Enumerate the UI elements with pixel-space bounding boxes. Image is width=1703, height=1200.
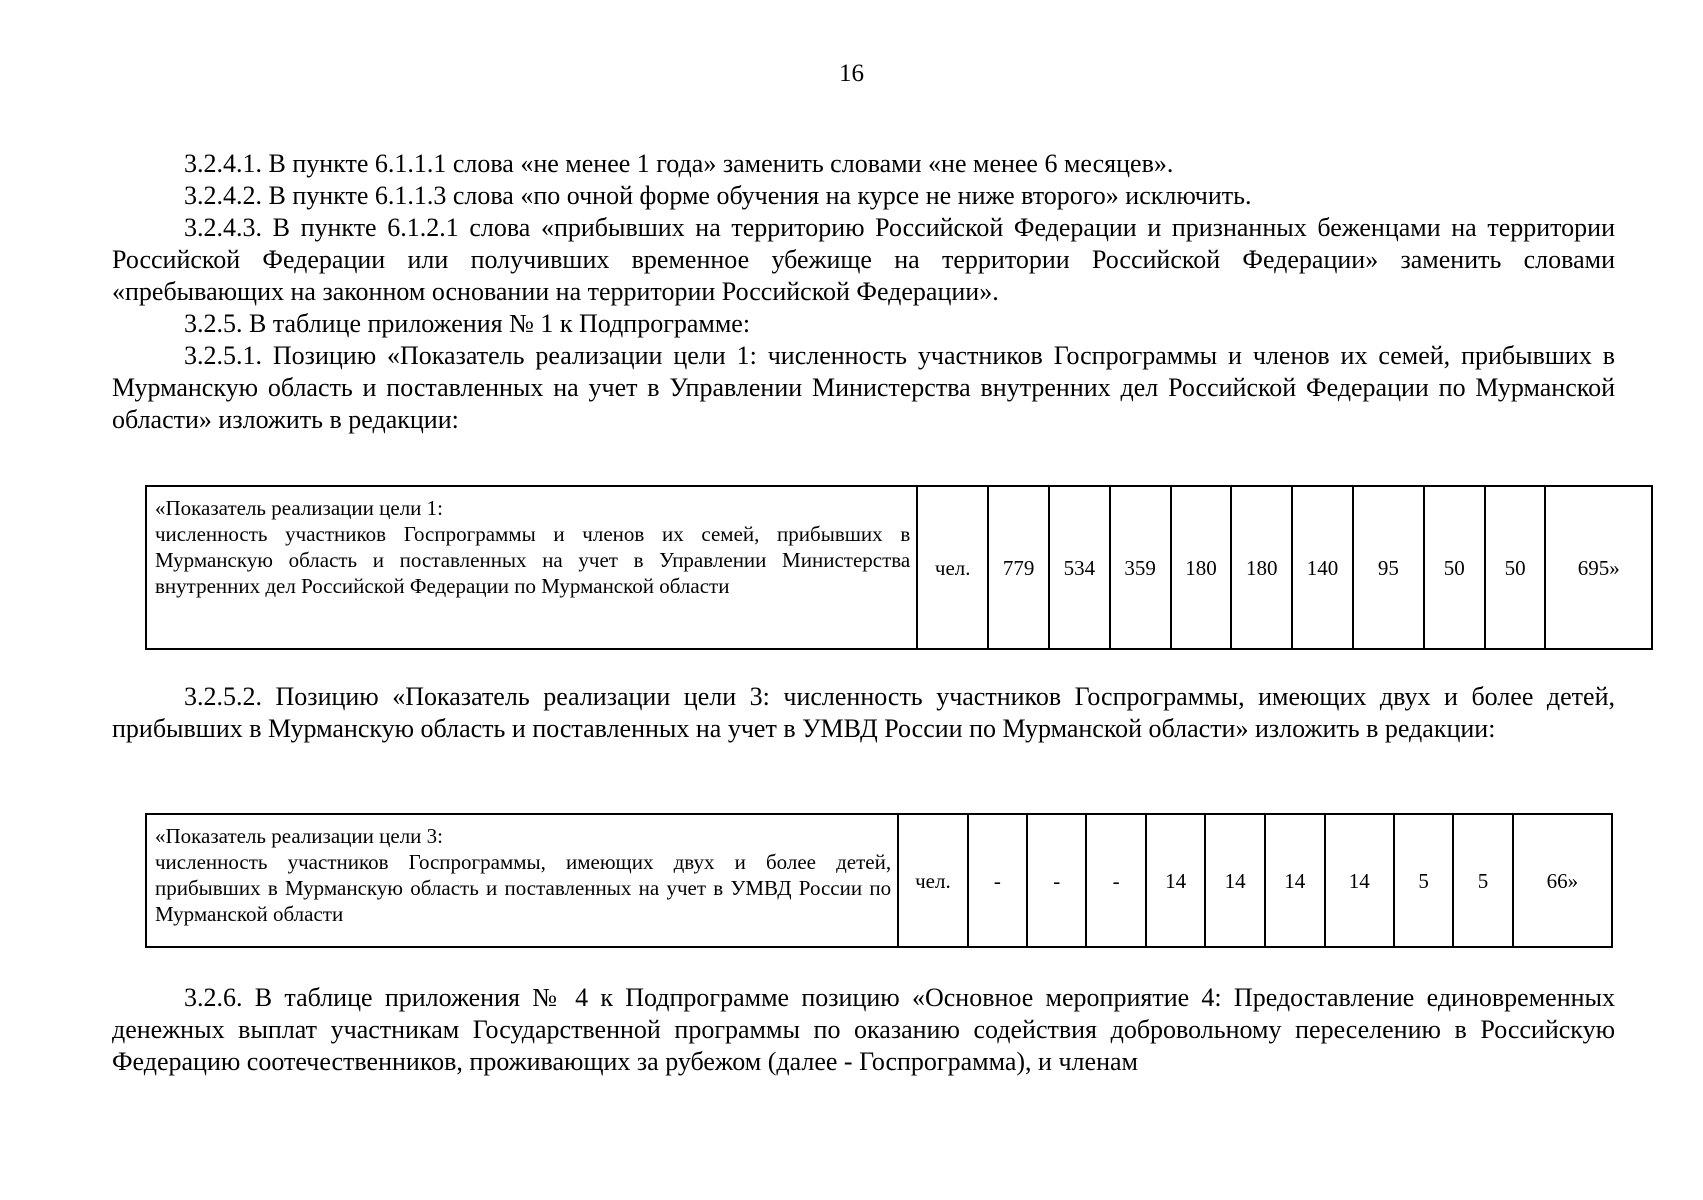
total-value-cell: 695» [1545, 486, 1652, 649]
value-cell: 14 [1325, 814, 1394, 947]
unit-cell: чел. [917, 486, 988, 649]
paragraph-3-2-6: 3.2.6. В таблице приложения № 4 к Подпрограмме позицию «Основное мероприятие 4: Предоставление единовременных денежных выплат участникам Государственной программы по оказанию содействия добровольному переселению в Российскую Федерацию соотечественников, проживающих за рубежом (далее - Госпрограмма), и членам [112, 983, 1615, 1076]
value-cell: 50 [1485, 486, 1546, 649]
indicator-description: численность участников Госпрограммы, имеющих двух и более детей, прибывших в Мурманскую область и поставленных на учет в УМВД России по Мурманской области [155, 850, 892, 926]
value-cell: - [1086, 814, 1145, 947]
value-cell: 5 [1453, 814, 1512, 947]
value-cell: 534 [1049, 486, 1110, 649]
value-cell: - [1027, 814, 1086, 947]
value-cell: 359 [1110, 486, 1171, 649]
value-cell: 5 [1394, 814, 1453, 947]
value-cell: 50 [1424, 486, 1485, 649]
paragraph-3-2-5-1: 3.2.5.1. Позицию «Показатель реализации цели 1: численность участников Госпрограммы и членов их семей, прибывших в Мурманскую область и поставленных на учет в Управлении Министерства внутренних дел Российской Федерации по Мурманской области» изложить в редакции: [112, 341, 1615, 434]
indicator-title: «Показатель реализации цели 1: [155, 496, 443, 520]
value-cell: 779 [988, 486, 1049, 649]
value-cell: 180 [1171, 486, 1232, 649]
indicator-table-goal-1 [145, 485, 1653, 650]
indicator-description-cell [146, 486, 917, 649]
indicator-table-goal-3 [145, 813, 1613, 948]
value-cell: 180 [1231, 486, 1292, 649]
table-row [146, 814, 1612, 947]
paragraph-3-2-4-2: 3.2.4.2. В пункте 6.1.1.3 слова «по очной форме обучения на курсе не ниже второго» исключить. [184, 181, 1252, 210]
paragraph-3-2-5-2: 3.2.5.2. Позицию «Показатель реализации цели 3: численность участников Госпрограммы, имеющих двух и более детей, прибывших в Мурманскую область и поставленных на учет в УМВД России по Мурманской области» изложить в редакции: [112, 682, 1615, 743]
value-cell: 140 [1292, 486, 1353, 649]
value-cell: 14 [1146, 814, 1206, 947]
value-cell: 14 [1265, 814, 1325, 947]
page-number: 16 [839, 60, 864, 87]
unit-cell: чел. [898, 814, 968, 947]
paragraph-3-2-4-1: 3.2.4.1. В пункте 6.1.1.1 слова «не менее 1 года» заменить словами «не менее 6 месяцев». [184, 149, 1174, 178]
value-cell: 14 [1205, 814, 1265, 947]
value-cell: 95 [1353, 486, 1424, 649]
table-row [146, 486, 1652, 649]
value-cell: - [968, 814, 1027, 947]
indicator-description-cell [146, 814, 898, 947]
total-value-cell: 66» [1513, 814, 1612, 947]
paragraph-3-2-4-3: 3.2.4.3. В пункте 6.1.2.1 слова «прибывших на территорию Российской Федерации и признанных беженцами на территории Российской Федерации или получивших временное убежище на территории Российской Федерации» заменить словами «пребывающих на законном основании на территории Российской Федерации». [112, 213, 1615, 306]
indicator-title: «Показатель реализации цели 3: [155, 824, 443, 848]
paragraph-3-2-5: 3.2.5. В таблице приложения № 1 к Подпрограмме: [184, 309, 751, 338]
indicator-description: численность участников Госпрограммы и членов их семей, прибывших в Мурманскую область и поставленных на учет в Управлении Министерства внутренних дел Российской Федерации по Мурманской области [155, 522, 911, 598]
